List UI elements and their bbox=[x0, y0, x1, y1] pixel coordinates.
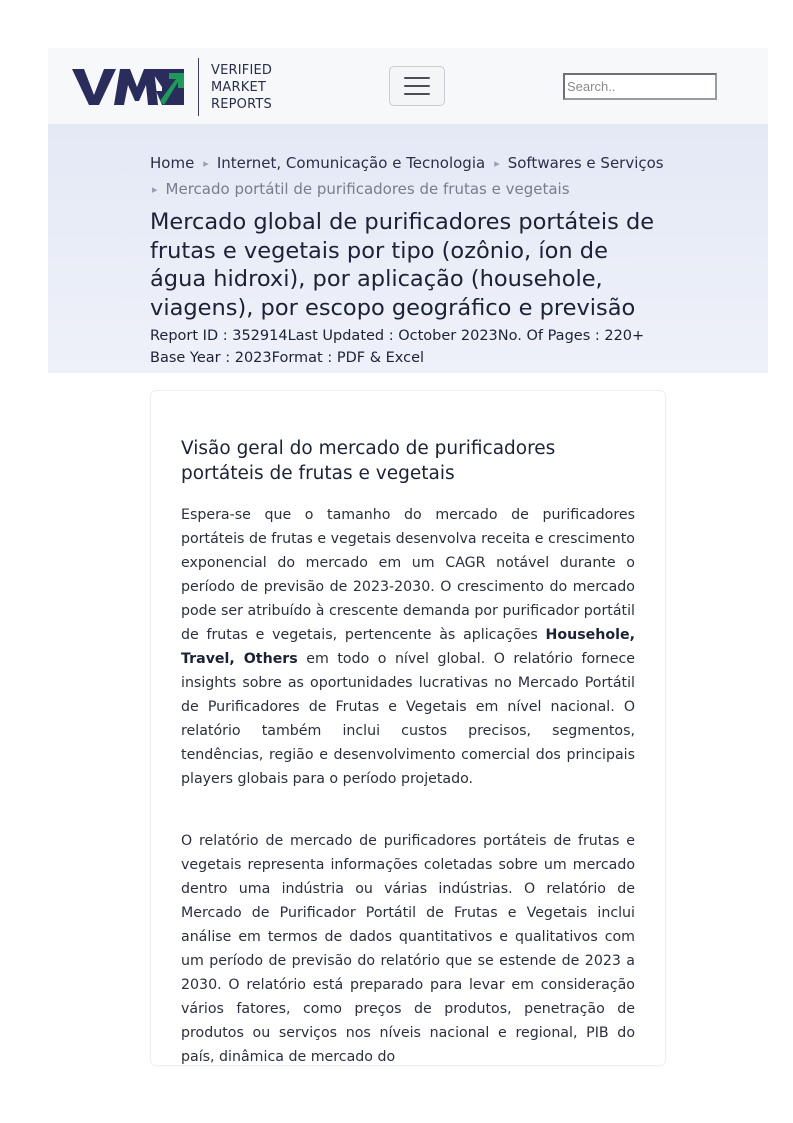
report-meta bbox=[150, 325, 670, 369]
report-hero bbox=[48, 125, 768, 373]
report-format: PDF & Excel bbox=[336, 350, 425, 366]
overview-card bbox=[150, 390, 666, 1066]
site-header bbox=[48, 48, 768, 125]
breadcrumb bbox=[150, 151, 670, 203]
breadcrumb-subcategory[interactable]: Softwares e Serviços bbox=[507, 154, 664, 172]
logo-wordmark: VERIFIED MARKET REPORTS bbox=[211, 62, 273, 112]
chevron-right-icon: ▸ bbox=[494, 157, 500, 170]
search-input[interactable] bbox=[563, 73, 717, 100]
base-year-label: Base Year : bbox=[150, 350, 235, 366]
breadcrumb-category[interactable]: Internet, Comunicação e Tecnologia bbox=[216, 154, 486, 172]
last-updated-label: Last Updated : bbox=[287, 328, 399, 344]
pages-count: 220+ bbox=[604, 328, 645, 344]
base-year: 2023 bbox=[234, 350, 272, 366]
overview-heading: Visão geral do mercado de purificadores portáteis de frutas e vegetais bbox=[181, 438, 556, 484]
site-logo[interactable] bbox=[72, 58, 272, 116]
last-updated: October 2023 bbox=[398, 328, 498, 344]
chevron-right-icon: ▸ bbox=[203, 157, 209, 170]
breadcrumb-home[interactable]: Home bbox=[150, 154, 195, 172]
report-title: Mercado global de purificadores portáteis de frutas e vegetais por tipo (ozônio, íon de água hidroxi), por aplicação (househole, viagens), por escopo geográfico e previsão bbox=[150, 209, 655, 321]
page bbox=[48, 48, 768, 1078]
overview-paragraph-2: O relatório de mercado de purificadores portáteis de frutas e vegetais representa informações coletadas sobre um mercado dentro uma indústria ou várias indústrias. O relatório de Mercado de Purificador Portátil de Frutas e Vegetais inclui análise em termos de dados quantitativos e qualitativos com um período de previsão do relatório que se estende de 2023 a 2030. O relatório está preparado para levar em consideração vários fatores, como preços de produtos, penetração de produtos ou serviços nos níveis nacional e regional, PIB do país, dinâmica de mercado do bbox=[181, 833, 635, 1065]
hamburger-menu-icon bbox=[404, 77, 430, 79]
logo-divider bbox=[198, 58, 199, 116]
report-id-label: Report ID : bbox=[150, 328, 233, 344]
report-id: 352914 bbox=[232, 328, 288, 344]
pages-label: No. Of Pages : bbox=[497, 328, 605, 344]
vmr-logo-mark-icon bbox=[72, 67, 184, 107]
breadcrumb-current: Mercado portátil de purificadores de frutas e vegetais bbox=[165, 180, 570, 198]
applications-list: Househole, Travel, Others bbox=[181, 627, 635, 667]
overview-paragraph-1: Espera-se que o tamanho do mercado de purificadores portáteis de frutas e vegetais desenvolva receita e crescimento exponencial do mercado em um CAGR notável durante o período de previsão de 2023-2030. O crescimento do mercado pode ser atribuído à crescente demanda por purificador portátil de frutas e vegetais, pertencente às aplicações Househole, Travel, Others em todo o nível global. O relatório fornece insights sobre as oportunidades lucrativas no Mercado Portátil de Purificadores de Frutas e Vegetais em nível nacional. O relatório também inclui custos precisos, segmentos, tendências, região e desenvolvimento comercial dos principais players globais para o período projetado. bbox=[181, 507, 635, 787]
chevron-right-icon: ▸ bbox=[152, 183, 158, 196]
hamburger-menu-button[interactable] bbox=[389, 66, 445, 106]
format-label: Format : bbox=[271, 350, 337, 366]
